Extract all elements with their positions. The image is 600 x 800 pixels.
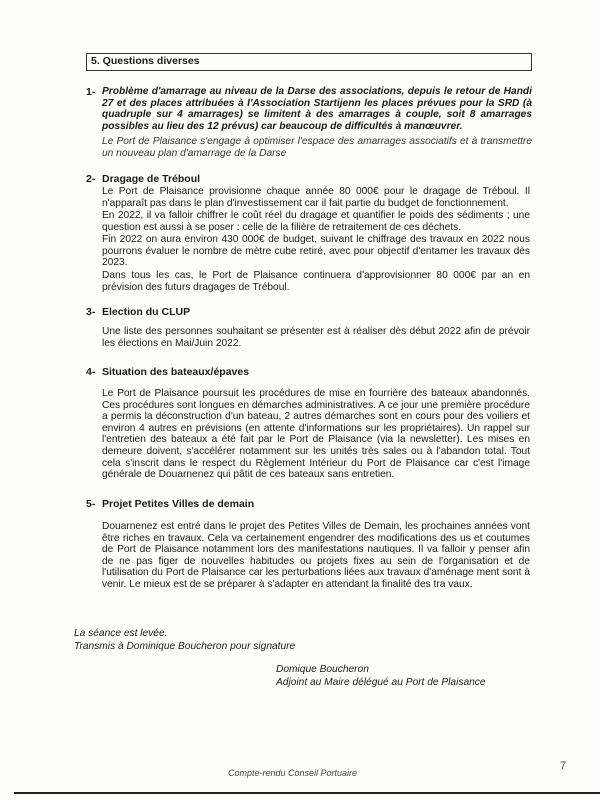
item-1-paragraph: Le Port de Plaisance s'engage à optimiser l'espace des amarrages associatifs et à transmettre un nouveau plan d'amarrage de la Darse <box>102 136 532 159</box>
item-4-paragraph: Le Port de Plaisance poursuit les procédures de mise en fourrière des bateaux abandonnés. Ces procédures sont longues en démarches administratives. A ce jour une première procédure a permis la déconstruction d'un bateau, 2 autres démarches sont en cours pour des voiliers et environ 4 autres en prévisions (en attente d'informations sur les propriétaires). Un rappel sur l'entretien des bateaux a été fait par le Port de Plaisance (via la newsletter). Les mises en demeure doivent, s'accélérer notamment sur les unités très sales ou à l'abandon total. Tout cela s'inscrit dans le respect du Règlement Intérieur du Port de Plaisance car c'est l'image générale de Douarnenez qui pâtit de ces bateaux sans entretien. <box>102 388 530 481</box>
section-header-box <box>86 53 532 71</box>
signatory-name: Domique Boucheron <box>276 664 369 675</box>
signatory-role: Adjoint au Maire délégué au Port de Plaisance <box>276 677 486 688</box>
item-2-paragraph-1: Le Port de Plaisance provisionne chaque année 80 000€ pour le dragage de Tréboul. Il n'apparaît pas dans le plan d'investissement car il fait partie du budget de fonctionnement. <box>102 186 530 209</box>
item-4-number: 4- <box>86 366 96 378</box>
item-5-paragraph: Douarnenez est entré dans le projet des Petites Villes de Demain, les prochaines années vont être riches en travaux. Cela va certainement engendrer des modifications des us et coutumes de Port de Plaisance notamment lors des manifestations nautiques. Il va falloir y penser afin de ne pas figer de nouvelles habitudes ou projets fixes au sein de l'organisation et de l'utilisation du Port de Plaisance car les perturbations liées aux travaux d'aménage ment sont à venir. Le mieux est de se préparer à s'adapter en attendant la finalité des tra vaux. <box>102 521 530 590</box>
scan-edge-line <box>14 792 600 794</box>
page-number: 7 <box>560 760 567 772</box>
item-1-number: 1- <box>86 86 96 98</box>
item-2-heading: Dragage de Tréboul <box>102 173 201 185</box>
item-4-heading: Situation des bateaux/épaves <box>102 366 250 378</box>
closing-line-2: Transmis à Dominique Boucheron pour signature <box>74 641 296 652</box>
item-5-heading: Projet Petites Villes de demain <box>102 498 255 510</box>
section-title: 5. Questions diverses <box>91 55 200 67</box>
item-2-paragraph-4: Dans tous les cas, le Port de Plaisance continuera d'approvisionner 80 000€ par an en prévision des futurs dragages de Tréboul. <box>102 270 530 293</box>
item-1-heading: Problème d'amarrage au niveau de la Darse des associations, depuis le retour de Handi 27 et des places attribuées à l'Association Startijenn les places prévues pour la SRD (à quadruple sur 4 amarrages) se limitent à des amarrages à couple, soit 8 amarrages possibles au lieu des 12 prévus) car beaucoup de difficultés à manœuvrer. <box>102 86 532 132</box>
item-5-number: 5- <box>86 498 96 510</box>
item-2-paragraph-2: En 2022, il va falloir chiffrer le coût réel du dragage et quantifier le poids des sédiments ; une question est aussi à se poser : celle de la filière de retraitement de ces déchets. <box>102 210 530 233</box>
item-3-heading: Election du CLUP <box>102 306 191 318</box>
item-2-number: 2- <box>86 173 96 185</box>
item-2-paragraph-3: Fin 2022 on aura environ 430 000€ de budget, suivant le chiffrage des travaux en 2022 nous pourrons évaluer le nombre de mètre cube retiré, avec pour objectif d'entamer les travaux dès 2023. <box>102 234 530 269</box>
item-3-number: 3- <box>86 306 96 318</box>
footer-text: Compte-rendu Conseil Portuaire <box>228 768 358 778</box>
closing-line-1: La séance est levée. <box>74 628 168 639</box>
item-3-paragraph: Une liste des personnes souhaitant se présenter est à réaliser dès début 2022 afin de prévoir les élections en Mai/Juin 2022. <box>102 326 530 349</box>
